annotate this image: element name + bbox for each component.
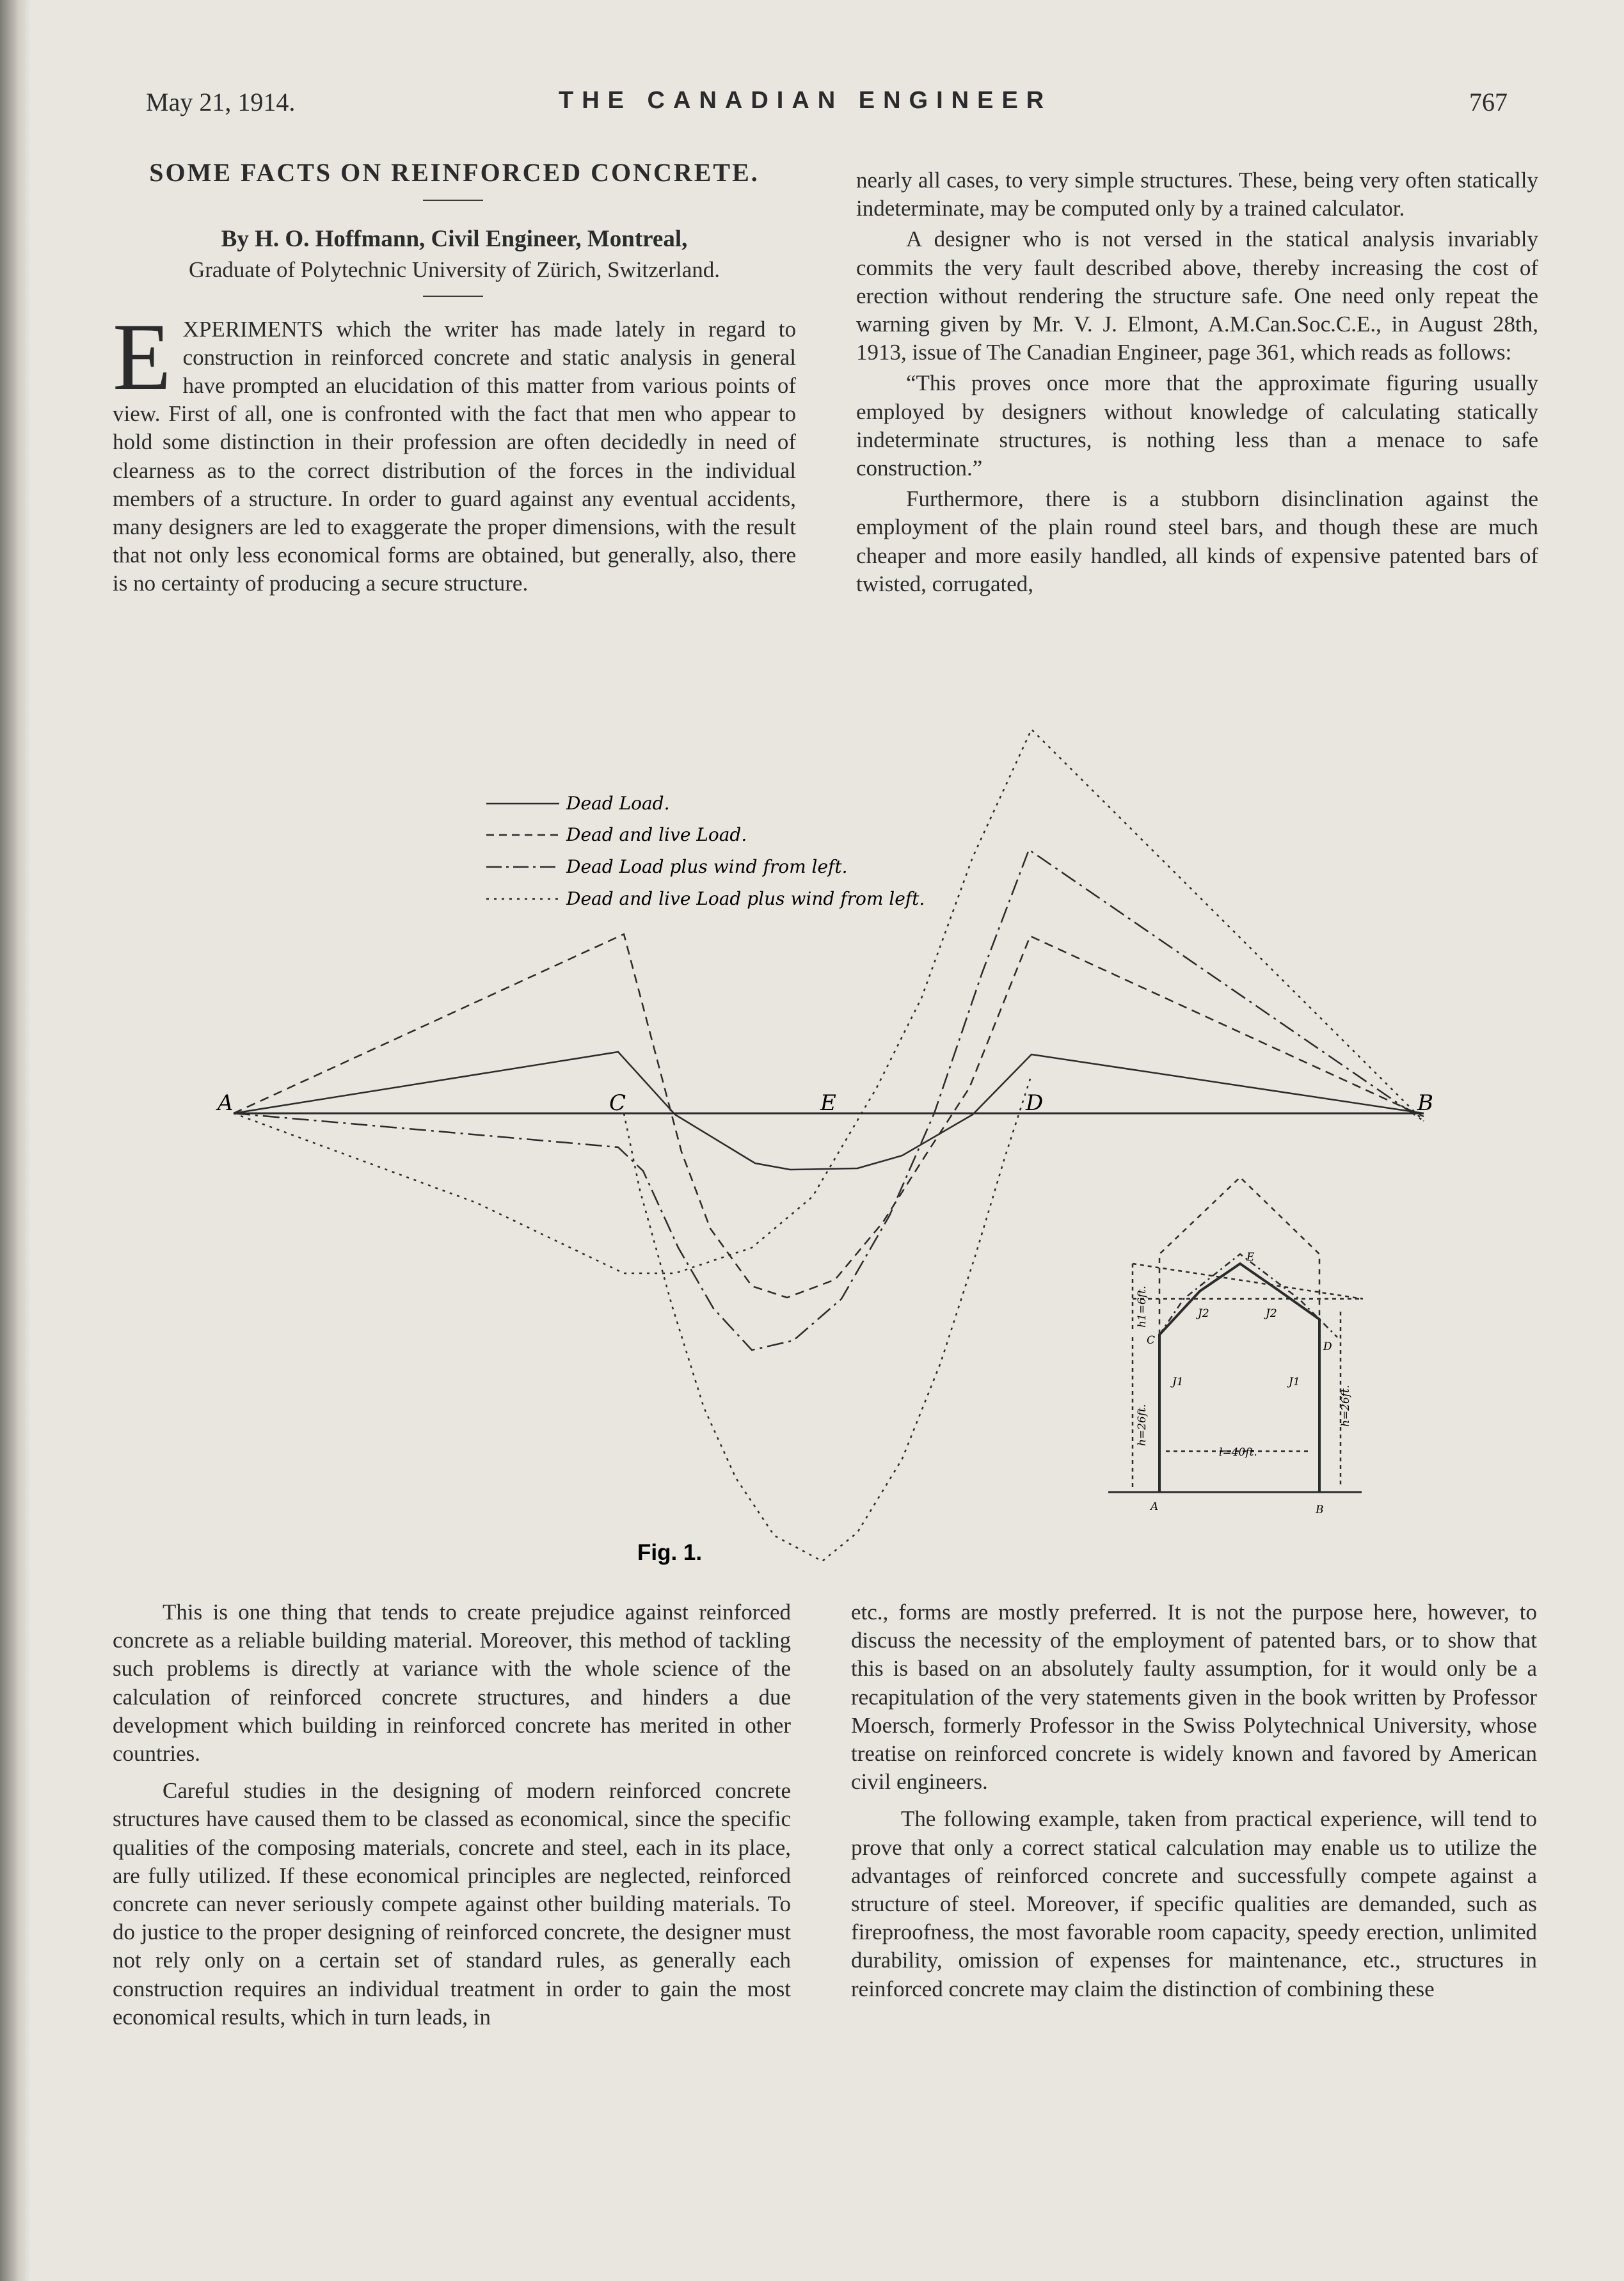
frame-member-label: J1 [1172, 1376, 1184, 1388]
frame-label-b: B [1316, 1504, 1324, 1516]
journal-masthead: THE CANADIAN ENGINEER [559, 87, 1053, 114]
frame-label-d: D [1323, 1340, 1332, 1353]
paragraph: nearly all cases, to very simple structures. These, being very often statically indeterminate, may be computed only by a trained calculator. [856, 168, 1538, 221]
curve-dead-live-wind-dip [624, 1075, 1031, 1561]
point-label-c: C [609, 1090, 626, 1116]
frame-dim-rise: h1=6ft. [1136, 1285, 1149, 1328]
point-label-b: B [1417, 1090, 1433, 1116]
column-left-bottom [113, 1598, 791, 2031]
figure-caption: Fig. 1. [637, 1540, 703, 1565]
curve-dead-live-wind [234, 729, 1424, 1273]
point-label-e: E [820, 1090, 836, 1116]
curve-dead-live-load [234, 934, 1424, 1298]
frame-moment-outline [1159, 1177, 1319, 1335]
quotation-paragraph: “This proves once more that the approximate figuring usually employed by designers without knowledge of calculating statically indeterminate structures, is nothing less than a menace to safe construction.” [856, 370, 1538, 481]
frame-label-e: E [1246, 1251, 1255, 1264]
frame-moment-outline-2 [1159, 1254, 1337, 1337]
drop-cap-letter: E [113, 303, 171, 410]
legend-label-dead-live-wind: Dead and live Load plus wind from left. [566, 888, 925, 909]
page-number: 767 [1469, 88, 1508, 116]
legend-label-dead-live-load: Dead and live Load. [566, 824, 747, 845]
frame-member-label: J1 [1289, 1376, 1300, 1388]
paragraph: etc., forms are mostly preferred. It is not the purpose here, however, to discuss the necessity of the employment of patented bars, or to show that this is based on an absolutely faulty assumption, for it would only be a recapitulation of the very statements given in the book written by Professor Moersch, formerly Professor in the Swiss Polytechnical University, whose treatise on reinforced concrete is widely known and favored by American civil engineers. [851, 1600, 1537, 1795]
point-label-d: D [1026, 1090, 1044, 1116]
legend-label-dead-load: Dead Load. [566, 793, 670, 814]
frame-label-c: C [1147, 1334, 1156, 1347]
frame-dim-span: l=40ft. [1219, 1446, 1257, 1459]
opening-paragraph-text: XPERIMENTS which the writer has made lately in regard to construction in reinforced concrete and static analysis in general have prompted an elucidation of this matter from various points of view. First of all, one is confronted with the fact that men who appear to hold some distinction in their profession are often decidedly in need of clearness as to the correct distribution of the forces in the individual members of a structure. In order to guard against any eventual accidents, many designers are led to exaggerate the proper dimensions, with the result that not only less economical forms are obtained, but generally, also, there is no certainty of producing a secure structure. [113, 316, 796, 596]
paragraph: Furthermore, there is a stubborn disinclination against the employment of the plain round steel bars, and though these are much cheaper and more easily handled, all kinds of expensive patented bars of twisted, corrugated, [856, 486, 1538, 596]
frame-member-label: J2 [1266, 1307, 1277, 1320]
frame-dim-height-right: h=26ft. [1339, 1385, 1352, 1427]
paragraph: Careful studies in the designing of modern reinforced concrete structures have caused them to be classed as economical, since the specific qualities of the composing materials, concrete and steel, each in its place, are fully utilized. If these economical principles are neglected, reinforced concrete can never seriously compete against other building materials. To do justice to the proper designing of reinforced concrete, the designer must not rely only on a certain set of standard rules, as generally each construction requires an individual treatment in order to gain the most economical results, which in turn leads, in [113, 1778, 791, 2030]
article-byline: By H. O. Hoffmann, Civil Engineer, Montreal, [221, 226, 688, 253]
column-right-bottom [851, 1598, 1537, 2003]
article-title: SOME FACTS ON REINFORCED CONCRETE. [149, 158, 760, 187]
frame-label-a: A [1150, 1500, 1159, 1513]
header-date: May 21, 1914. [146, 88, 296, 116]
point-label-a: A [218, 1090, 234, 1116]
article-affiliation: Graduate of Polytechnic University of Zürich, Switzerland. [188, 257, 720, 283]
paragraph: The following example, taken from practical experience, will tend to prove that only a correct statical calculation may enable us to utilize the advantages of reinforced concrete and successfully compete against a structure of steel. Moreover, if specific qualities are demanded, such as fireproofness, the most favorable room capacity, speedy erection, unlimited durability, omission of expenses for maintenance, etc., structures in reinforced concrete may claim the distinction of combining these [851, 1806, 1537, 2001]
frame-dim-height-left: h=26ft. [1136, 1404, 1149, 1446]
frame-member-label: J2 [1198, 1307, 1209, 1320]
legend-label-dead-wind: Dead Load plus wind from left. [566, 856, 848, 877]
paragraph: This is one thing that tends to create prejudice against reinforced concrete as a reliable building material. Moreover, this method of tackling such problems is directly at variance with the whole science of the calculation of reinforced concrete structures, and hinders a due development which building in reinforced concrete has merited in other countries. [113, 1600, 791, 1767]
paragraph: A designer who is not versed in the statical analysis invariably commits the very fault described above, thereby increasing the cost of erection without rendering the structure safe. One need only repeat the warning given by Mr. V. J. Elmont, A.M.Can.Soc.C.E., in August 28th, 1913, issue of The Canadian Engineer, page 361, which reads as follows: [856, 227, 1538, 365]
